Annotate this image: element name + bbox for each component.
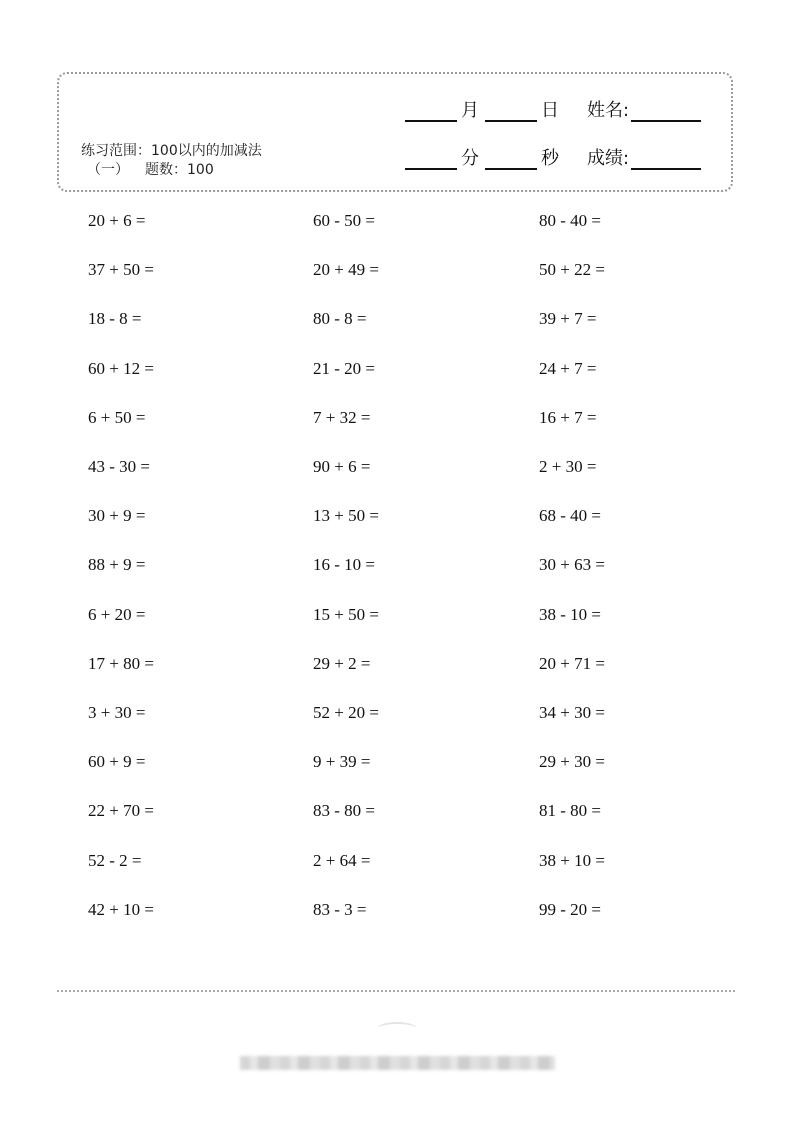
problem-item: 22 + 70 =: [88, 801, 154, 821]
problem-row: [0, 495, 793, 544]
problem-item: 43 - 30 =: [88, 457, 150, 476]
name-blank[interactable]: [631, 100, 701, 122]
series-label: （一）: [87, 162, 129, 178]
month-blank[interactable]: [405, 100, 457, 122]
problem-item: 38 - 10 =: [539, 604, 601, 624]
problem-item: 20 + 71 =: [539, 653, 605, 673]
problem-row: [0, 348, 793, 397]
minute-blank[interactable]: [405, 148, 457, 170]
problem-item: 9 + 39 =: [313, 752, 371, 772]
problem-item: 42 + 10 =: [88, 899, 154, 919]
problem-item: 34 + 30 =: [539, 703, 605, 722]
problem-item: 29 + 2 =: [313, 653, 371, 673]
problem-item: 6 + 20 =: [88, 604, 146, 624]
problem-row: [0, 790, 793, 839]
problem-item: 15 + 50 =: [313, 604, 379, 624]
problem-item: 81 - 80 =: [539, 801, 601, 821]
problem-row: [0, 544, 793, 593]
problem-count: 题数：100: [145, 162, 214, 178]
problem-item: 21 - 20 =: [313, 358, 375, 378]
problem-item: 39 + 7 =: [539, 309, 597, 329]
problem-item: 68 - 40 =: [539, 506, 601, 526]
footer-divider: [57, 990, 735, 992]
header-box: [57, 72, 733, 192]
problem-row: [0, 446, 793, 495]
problem-item: 99 - 20 =: [539, 899, 601, 919]
problem-item: 17 + 80 =: [88, 653, 154, 673]
problem-item: 83 - 3 =: [313, 899, 367, 919]
problem-item: 16 + 7 =: [539, 407, 597, 427]
problem-row: [0, 249, 793, 298]
footer-mark: [377, 1022, 417, 1036]
second-label: 秒: [541, 148, 559, 169]
problem-item: 90 + 6 =: [313, 457, 371, 476]
practice-range: [81, 142, 311, 180]
problem-row: [0, 200, 793, 249]
second-blank[interactable]: [485, 148, 537, 170]
problem-item: 3 + 30 =: [88, 703, 146, 722]
score-blank[interactable]: [631, 148, 701, 170]
problem-item: 52 + 20 =: [313, 703, 379, 722]
problem-item: 20 + 49 =: [313, 260, 379, 280]
problem-item: 60 + 9 =: [88, 752, 146, 772]
problem-row: [0, 298, 793, 347]
problem-item: 60 + 12 =: [88, 358, 154, 378]
problem-item: 18 - 8 =: [88, 309, 142, 329]
range-line-2: [81, 161, 311, 180]
footer-watermark: [240, 1056, 555, 1070]
problem-item: 16 - 10 =: [313, 555, 375, 575]
problem-item: 80 - 40 =: [539, 211, 601, 230]
problem-row: [0, 741, 793, 790]
problem-item: 7 + 32 =: [313, 407, 371, 427]
problem-item: 30 + 63 =: [539, 555, 605, 575]
problem-item: 60 - 50 =: [313, 211, 375, 230]
problem-row: [0, 692, 793, 741]
minute-label: 分: [461, 148, 479, 169]
time-score-row: [405, 148, 701, 170]
problem-row: [0, 889, 793, 938]
problem-item: 2 + 64 =: [313, 850, 371, 870]
problem-item: 24 + 7 =: [539, 358, 597, 378]
problem-item: 37 + 50 =: [88, 260, 154, 280]
problem-item: 88 + 9 =: [88, 555, 146, 575]
problem-row: [0, 643, 793, 692]
score-label: 成绩:: [587, 148, 630, 169]
problem-item: 6 + 50 =: [88, 407, 146, 427]
problem-row: [0, 594, 793, 643]
problem-item: 13 + 50 =: [313, 506, 379, 526]
day-label: 日: [541, 100, 559, 121]
problem-item: 29 + 30 =: [539, 752, 605, 772]
problem-item: 50 + 22 =: [539, 260, 605, 280]
problem-item: 38 + 10 =: [539, 850, 605, 870]
problem-item: 2 + 30 =: [539, 457, 597, 476]
problem-item: 30 + 9 =: [88, 506, 146, 526]
day-blank[interactable]: [485, 100, 537, 122]
problem-item: 83 - 80 =: [313, 801, 375, 821]
problem-item: 20 + 6 =: [88, 211, 146, 230]
name-label: 姓名:: [587, 100, 630, 121]
problem-row: [0, 397, 793, 446]
problem-item: 80 - 8 =: [313, 309, 367, 329]
date-name-row: [405, 100, 701, 122]
month-label: 月: [461, 100, 479, 121]
range-line-1: 练习范围：100以内的加减法: [81, 143, 262, 159]
problem-row: [0, 840, 793, 889]
problem-item: 52 - 2 =: [88, 850, 142, 870]
